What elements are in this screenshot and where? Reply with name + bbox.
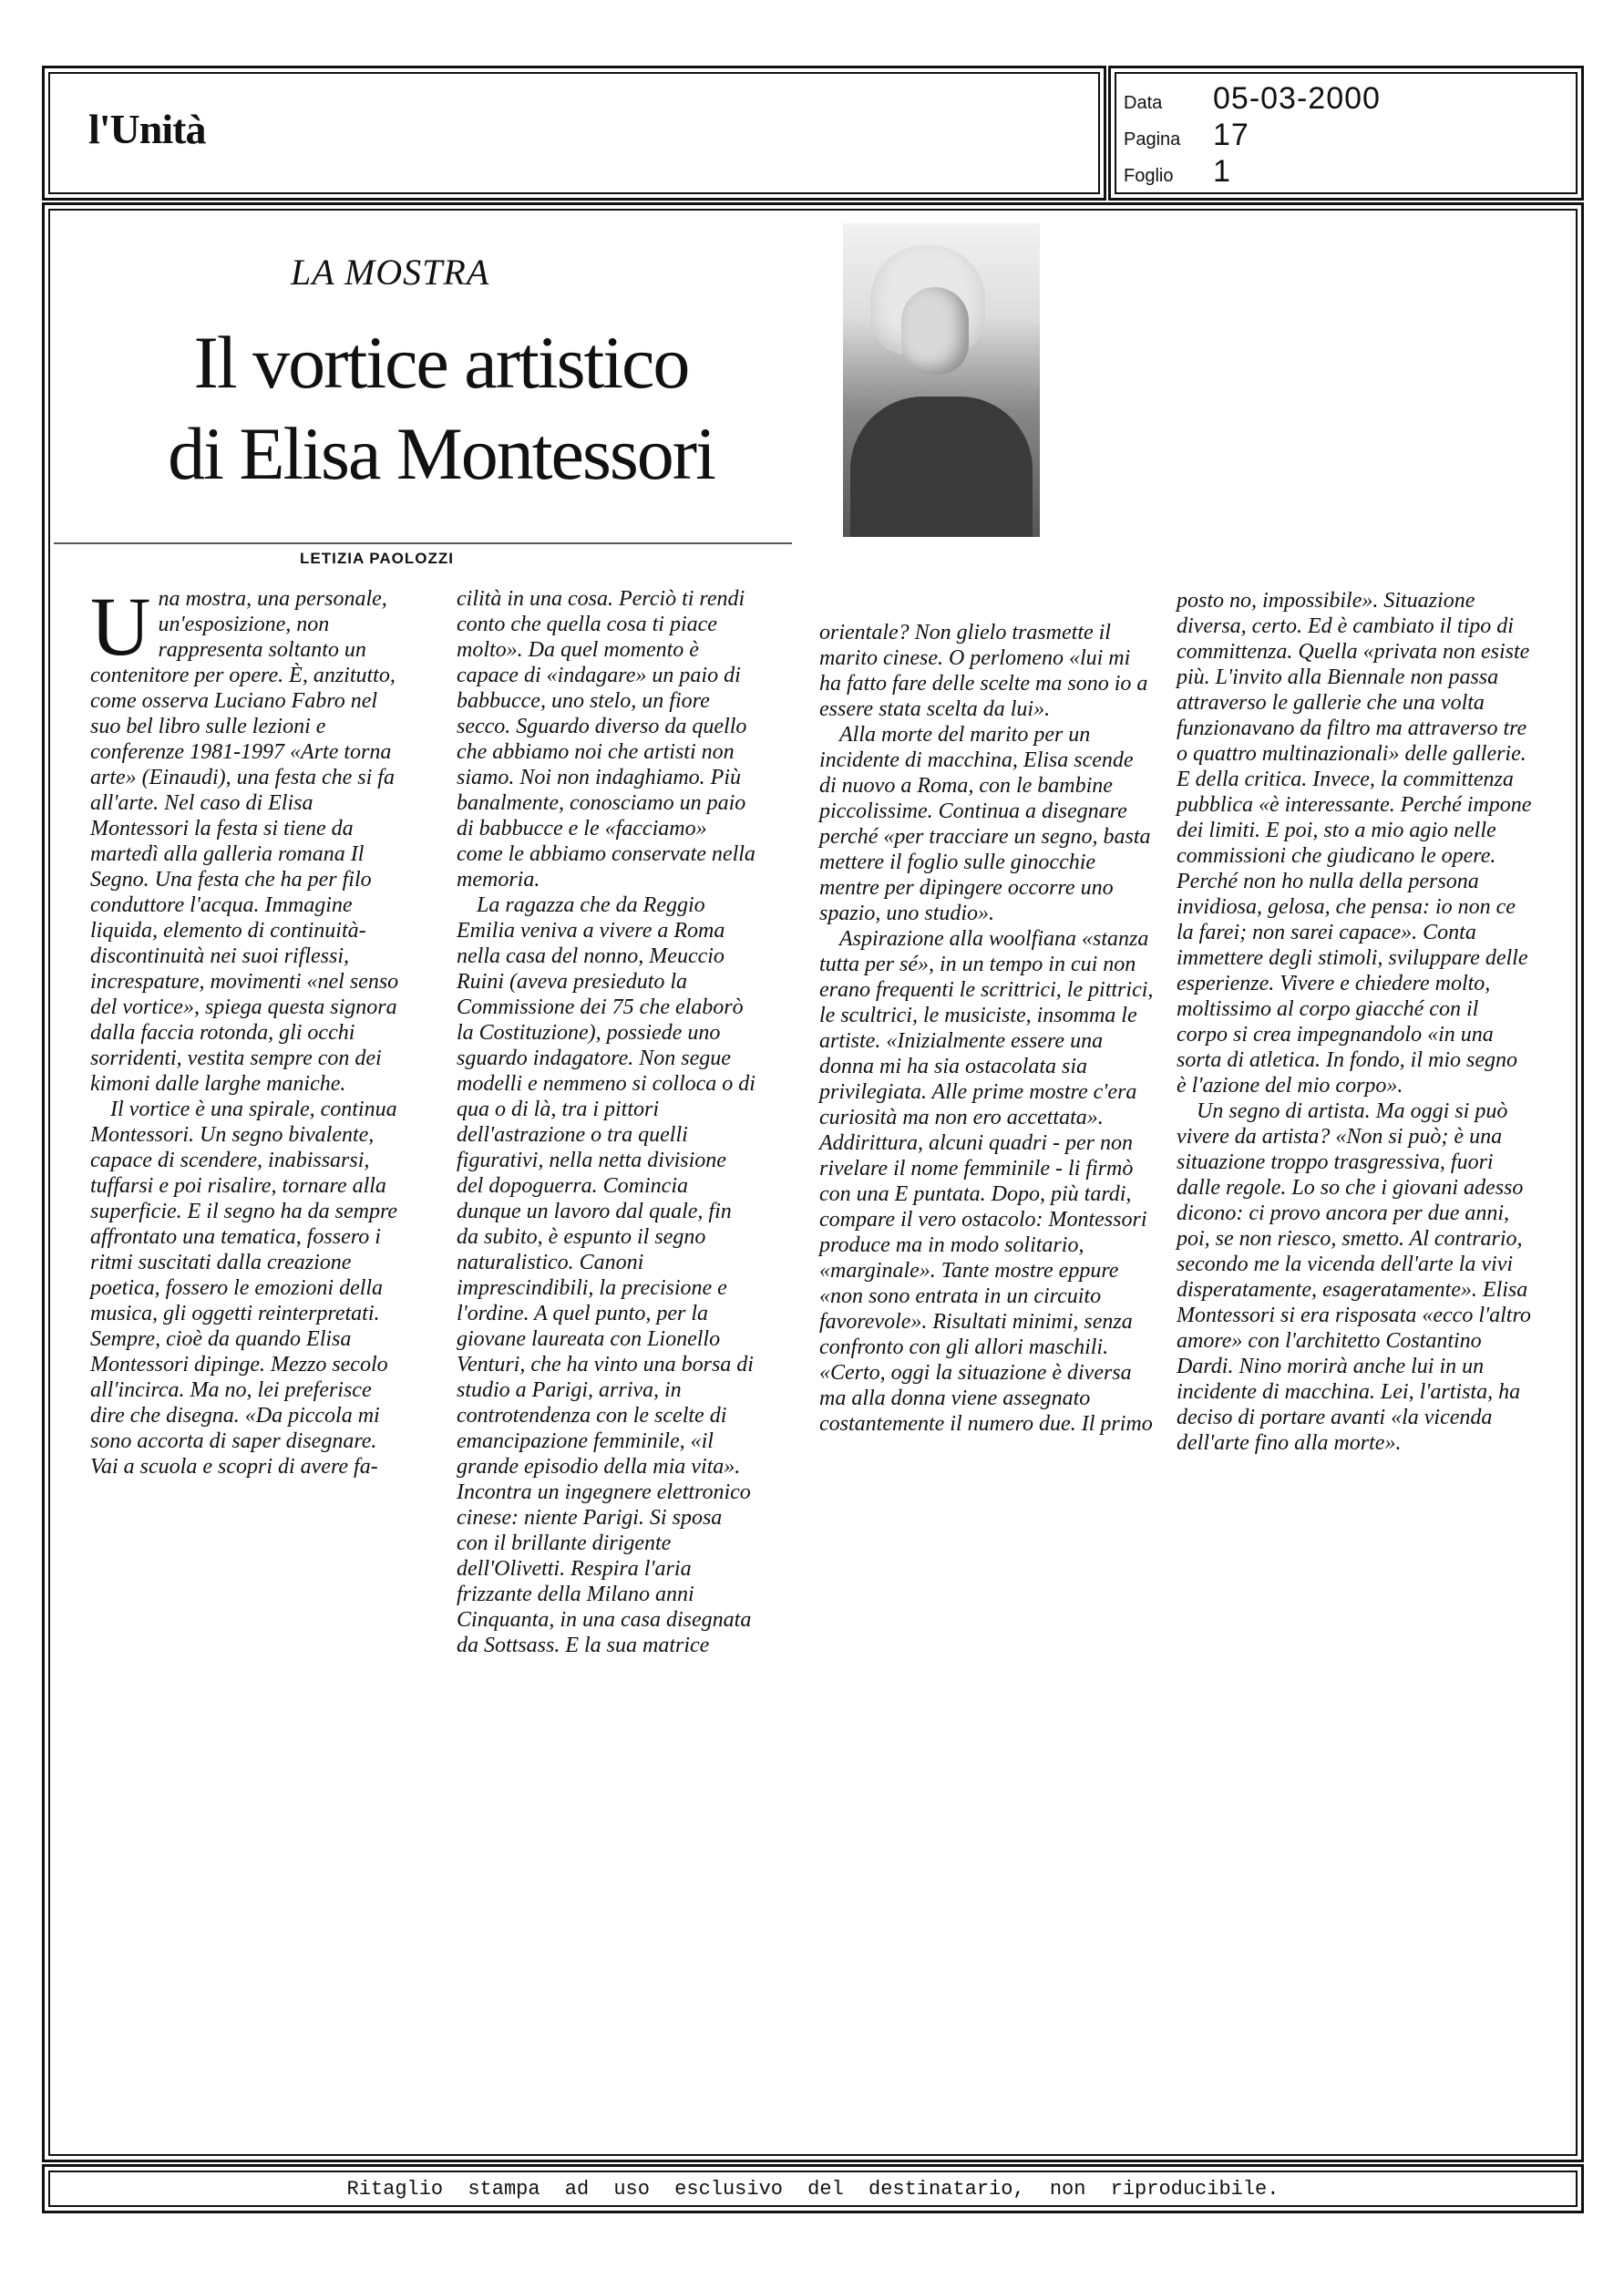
text-column-1 — [90, 580, 400, 1480]
sheet-value: 1 — [1213, 154, 1231, 189]
text-column-2 — [457, 586, 755, 1658]
date-label: Data — [1124, 93, 1163, 113]
date-row — [1124, 81, 1381, 118]
page-row — [1124, 118, 1249, 154]
paragraph: orientale? Non glielo trasmette il marito cinese. O perlomeno «lui mi ha fatto fare delle scelte ma sono io a essere stata scelta da lui». — [819, 621, 1148, 721]
photo-figure-body — [850, 397, 1033, 537]
paragraph-text: na mostra, una personale, un'esposizione, non rappresenta soltanto un contenitore per opere. È, anzitutto, come osserva Luciano Fabro nel suo bel libro sulle lezioni e conferenze 1981-1997 «Arte torna arte» (Einaudi), una festa che si fa all'arte. Nel caso di Elisa Montessori la festa si tiene da martedì alla galleria romana Il Segno. Una festa che ha per filo conduttore l'acqua. Immagine liquida, elemento di continuità-discontinuità nei suoi riflessi, increspature, movimenti «nel senso del vortice», spiega questa signora dalla faccia rotonda, gli occhi sorridenti, vestita sempre con dei kimoni dalle larghe maniche. — [90, 587, 399, 1096]
copyright-notice: Ritaglio stampa ad uso esclusivo del destinatario, non riproducibile. — [346, 2178, 1280, 2201]
headline-line-2: di Elisa Montessori — [168, 412, 714, 495]
sheet-row — [1124, 154, 1231, 191]
paragraph: La ragazza che da Reggio Emilia veniva a vivere a Roma nella casa del nonno, Meuccio Ruini (aveva presieduto la Commissione dei 75 che elaborò la Costituzione), possiede uno sguardo indagatore. Non segue modelli e nemmeno si colloca o di qua o di là, tra i pittori dell'astrazione o tra quelli figurativi, nella netta divisione del dopoguerra. Comincia dunque un lavoro dal quale, fin da subito, è espunto il segno naturalistico. Canoni imprescindibili, la precisione e l'ordine. A quel punto, per la giovane laureata con Lionello Venturi, che ha vinto una borsa di studio a Parigi, arriva, in controtendenza con le scelte di emancipazione femminile, «il grande episodio della mia vita». Incontra un ingegnere elettronico cinese: niente Parigi. Si sposa con il brillante dirigente dell'Olivetti. Respira l'aria frizzante della Milano anni Cinquanta, in una casa disegnata da Sottsass. E la sua matrice — [457, 893, 755, 1657]
photo-figure-face — [901, 287, 969, 375]
footer-panel — [42, 2164, 1584, 2213]
date-value: 05-03-2000 — [1213, 81, 1381, 116]
article-panel — [42, 202, 1584, 2162]
headline-line-1: Il vortice artistico — [193, 321, 689, 404]
paragraph: Un segno di artista. Ma oggi si può vivere da artista? «Non si può; è una situazione troppo trasgressiva, fuori dalle regole. Lo so che i giovani adesso dicono: ci provo ancora per due anni, poi, se non riesco, smetto. Al contrario, secondo me la vicenda dell'arte la vivi disperatamente, esageratamente». Elisa Montessori si era risposata «ecco l'altro amore» con l'architetto Costantino Dardi. Nino morirà anche lui in un incidente di macchina. Lei, l'artista, ha deciso di portare avanti «la vicenda dell'arte fino alla morte». — [1177, 1099, 1531, 1455]
article-kicker: LA MOSTRA — [291, 252, 490, 293]
headline-divider — [54, 542, 792, 544]
paragraph: cilità in una cosa. Perciò ti rendi conto che quella cosa ti piace molto». Da quel momento è capace di «indagare» un paio di babbucce, uno stelo, un fiore secco. Sguardo diverso da quello che abbiamo noi che artisti non siamo. Noi non indaghiamo. Più banalmente, conosciamo un paio di babbucce e le «facciamo» come le abbiamo conservate nella memoria. — [457, 587, 755, 892]
metadata-panel — [1108, 66, 1584, 201]
paragraph: Alla morte del marito per un incidente di macchina, Elisa scende di nuovo a Roma, con le bambine piccolissime. Continua a disegnare perché «per tracciare un segno, basta mettere il foglio sulle ginocchie mentre per dipingere occorre uno spazio, uno studio». — [819, 723, 1151, 925]
page-label: Pagina — [1124, 129, 1181, 150]
page-value: 17 — [1213, 118, 1249, 152]
paragraph: Il vortice è una spirale, continua Montessori. Un segno bivalente, capace di scendere, inabissarsi, tuffarsi e poi risalire, tornare alla superficie. E il segno ha da sempre affrontato una tematica, fossero i ritmi suscitati dalla creazione poetica, fossero le emozioni della musica, gli oggetti reinterpretati. Sempre, cioè da quando Elisa Montessori dipinge. Mezzo secolo all'incirca. Ma no, lei preferisce dire che disegna. «Da piccola mi sono accorta di saper disegnare. Vai a scuola e scopri di avere fa- — [90, 1098, 398, 1479]
masthead-panel — [42, 66, 1106, 201]
newspaper-masthead: l'Unità — [88, 106, 206, 152]
sheet-label: Foglio — [1124, 166, 1174, 186]
drop-cap: U — [90, 580, 151, 673]
portrait-photo — [843, 223, 1040, 537]
article-byline: LETIZIA PAOLOZZI — [300, 550, 454, 567]
paragraph: Aspirazione alla woolfiana «stanza tutta per sé», in un tempo in cui non erano frequenti le scrittrici, le pittrici, le scultrici, le musiciste, insomma le artiste. «Inizialmente essere una donna mi ha sia ostacolata sia privilegiata. Alle prime mostre c'era curiosità ma non ero accettata». Addirittura, alcuni quadri - per non rivelare il nome femminile - li firmò con una E puntata. Dopo, più tardi, compare il vero ostacolo: Montessori produce ma in modo solitario, «marginale». Tante mostre eppure «non sono entrata in un circuito favorevole». Risultati minimi, senza confronto con gli allori maschili. «Certo, oggi la situazione è diversa ma alla donna viene assegnato costantemente il numero due. Il primo — [819, 927, 1154, 1436]
paragraph — [90, 580, 400, 1097]
text-column-3 — [819, 620, 1155, 1437]
text-column-4 — [1177, 588, 1532, 1456]
paragraph: posto no, impossibile». Situazione diversa, certo. Ed è cambiato il tipo di committenza. Quella «privata non esiste più. L'invito alla Biennale non passa attraverso le gallerie che una volta funzionavano da filtro ma attraverso tre o quattro multinazionali» delle gallerie. E della critica. Invece, la committenza pubblica «è interessante. Perché impone dei limiti. E poi, sto a mio agio nelle commissioni che giudicano le opere. Perché non ho nulla della persona invidiosa, gelosa, che pensa: io non ce la farei; non sarei capace». Conta immettere degli stimoli, sviluppare delle esperienze. Vivere e chiedere molto, moltissimo al corpo giacché con il corpo si crea impegnandolo «in una sorta di atletica. In fondo, il mio segno è l'azione del mio corpo». — [1177, 589, 1532, 1098]
